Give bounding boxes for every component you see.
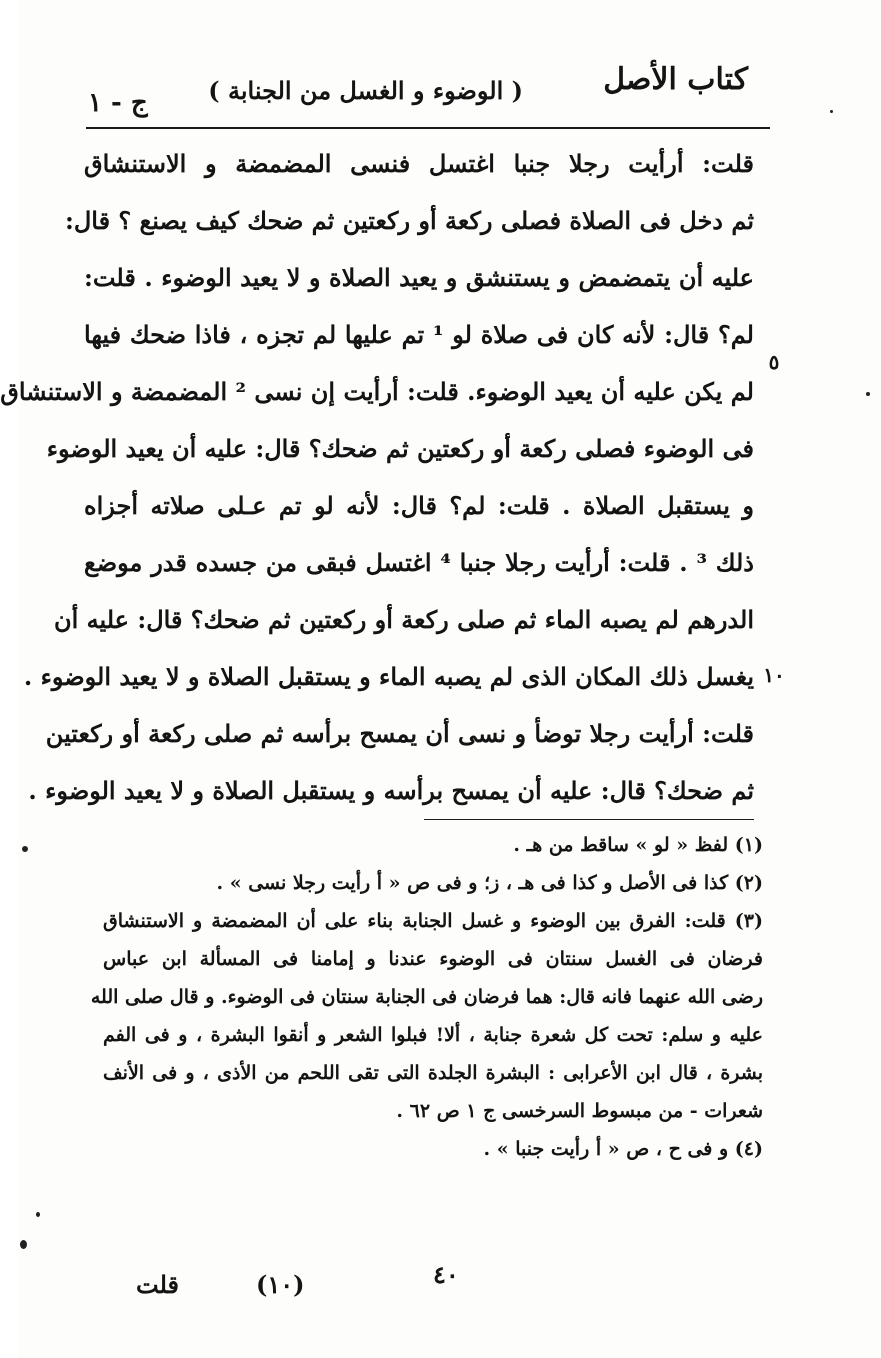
catchword: قلت	[136, 1270, 179, 1299]
scan-speck	[866, 392, 870, 396]
scan-speck	[830, 110, 833, 113]
scan-speck	[36, 1212, 40, 1217]
chapter-title: ( الوضوء و الغسل من الجنابة )	[208, 76, 523, 105]
text-line: ثم دخل فى الصلاة فصلى ركعة أو ركعتين ثم ضحك كيف يصنع ؟ قال:	[64, 206, 754, 235]
signature-mark: (١٠)	[256, 1270, 305, 1299]
line-number-10: ١٠	[763, 663, 785, 687]
footnote-line: (٤) و فى ح ، ص « أ رأيت جنبا » .	[483, 1138, 763, 1160]
footnote-line: بشرة ، قال ابن الأعرابى : البشرة الجلدة التى تقى اللحم من الأذى ، و فى الأنف	[103, 1062, 763, 1084]
footnote-line: فرضان فى الغسل سنتان فى الوضوء عندنا و إمامنا فى المسألة ابن عباس	[103, 948, 763, 970]
footnote-line: رضى الله عنهما فانه قال: هما فرضان فى الجنابة سنتان فى الوضوء. و قال صلى الله	[90, 986, 763, 1008]
scan-speck	[22, 846, 28, 852]
text-line: لم يكن عليه أن يعيد الوضوء. قلت: أرأيت إن نسى ² المضمضة و الاستنشاق	[0, 377, 754, 406]
footnote-line: عليه و سلم: تحت كل شعرة جنابة ، ألا! فبلوا الشعر و أنقوا البشرة ، و فى الفم	[103, 1024, 763, 1046]
footnote-line: شعرات - من مبسوط السرخسى ج ١ ص ٦٢ .	[396, 1100, 763, 1122]
text-line: ذلك ³ . قلت: أرأيت رجلا جنبا ⁴ اغتسل فبقى من جسده قدر موضع	[84, 548, 754, 577]
footnote-line: (٢) كذا فى الأصل و كذا فى هـ ، ز؛ و فى ص « أ رأيت رجلا نسى » .	[216, 872, 763, 894]
scan-speck	[20, 1240, 27, 1249]
header-rule	[86, 127, 770, 129]
footnote-rule	[424, 819, 754, 820]
text-line: قلت: أرأيت رجلا جنبا اغتسل فنسى المضمضة و الاستنشاق	[84, 149, 754, 178]
text-line: الدرهم لم يصبه الماء ثم صلى ركعة أو ركعتين ثم ضحك؟ قال: عليه أن	[53, 605, 754, 634]
page-number: ٤٠	[433, 1260, 459, 1289]
footnotes	[90, 828, 763, 1170]
line-number-5: ٥	[768, 350, 780, 374]
footnote-line: (١) لفظ « لو » ساقط من هـ .	[513, 834, 763, 856]
text-line: لم؟ قال: لأنه كان فى صلاة لو ¹ تم عليها لم تجزه ، فاذا ضحك فيها	[84, 320, 754, 349]
text-line: فى الوضوء فصلى ركعة أو ركعتين ثم ضحك؟ قال: عليه أن يعيد الوضوء	[46, 434, 754, 463]
text-line: قلت: أرأيت رجلا توضأ و نسى أن يمسح برأسه ثم صلى ركعة أو ركعتين	[45, 719, 754, 748]
text-line: عليه أن يتمضمض و يستنشق و يعيد الصلاة و لا يعيد الوضوء . قلت:	[84, 263, 754, 292]
main-text	[0, 142, 754, 826]
book-title: كتاب الأصل	[603, 62, 748, 97]
volume-number: ج - ١	[88, 88, 148, 118]
text-line: يغسل ذلك المكان الذى لم يصبه الماء و يستقبل الصلاة و لا يعيد الوضوء .	[23, 662, 754, 691]
footnote-line: (٣) قلت: الفرق بين الوضوء و غسل الجنابة بناء على أن المضمضة و الاستنشاق	[103, 910, 763, 932]
page-footer	[18, 1260, 881, 1310]
running-header	[88, 62, 748, 122]
text-line: و يستقبل الصلاة . قلت: لم؟ قال: لأنه لو تم عـلى صلاته أجزاه	[84, 491, 754, 520]
text-line: ثم ضحك؟ قال: عليه أن يمسح برأسه و يستقبل الصلاة و لا يعيد الوضوء .	[28, 776, 754, 805]
